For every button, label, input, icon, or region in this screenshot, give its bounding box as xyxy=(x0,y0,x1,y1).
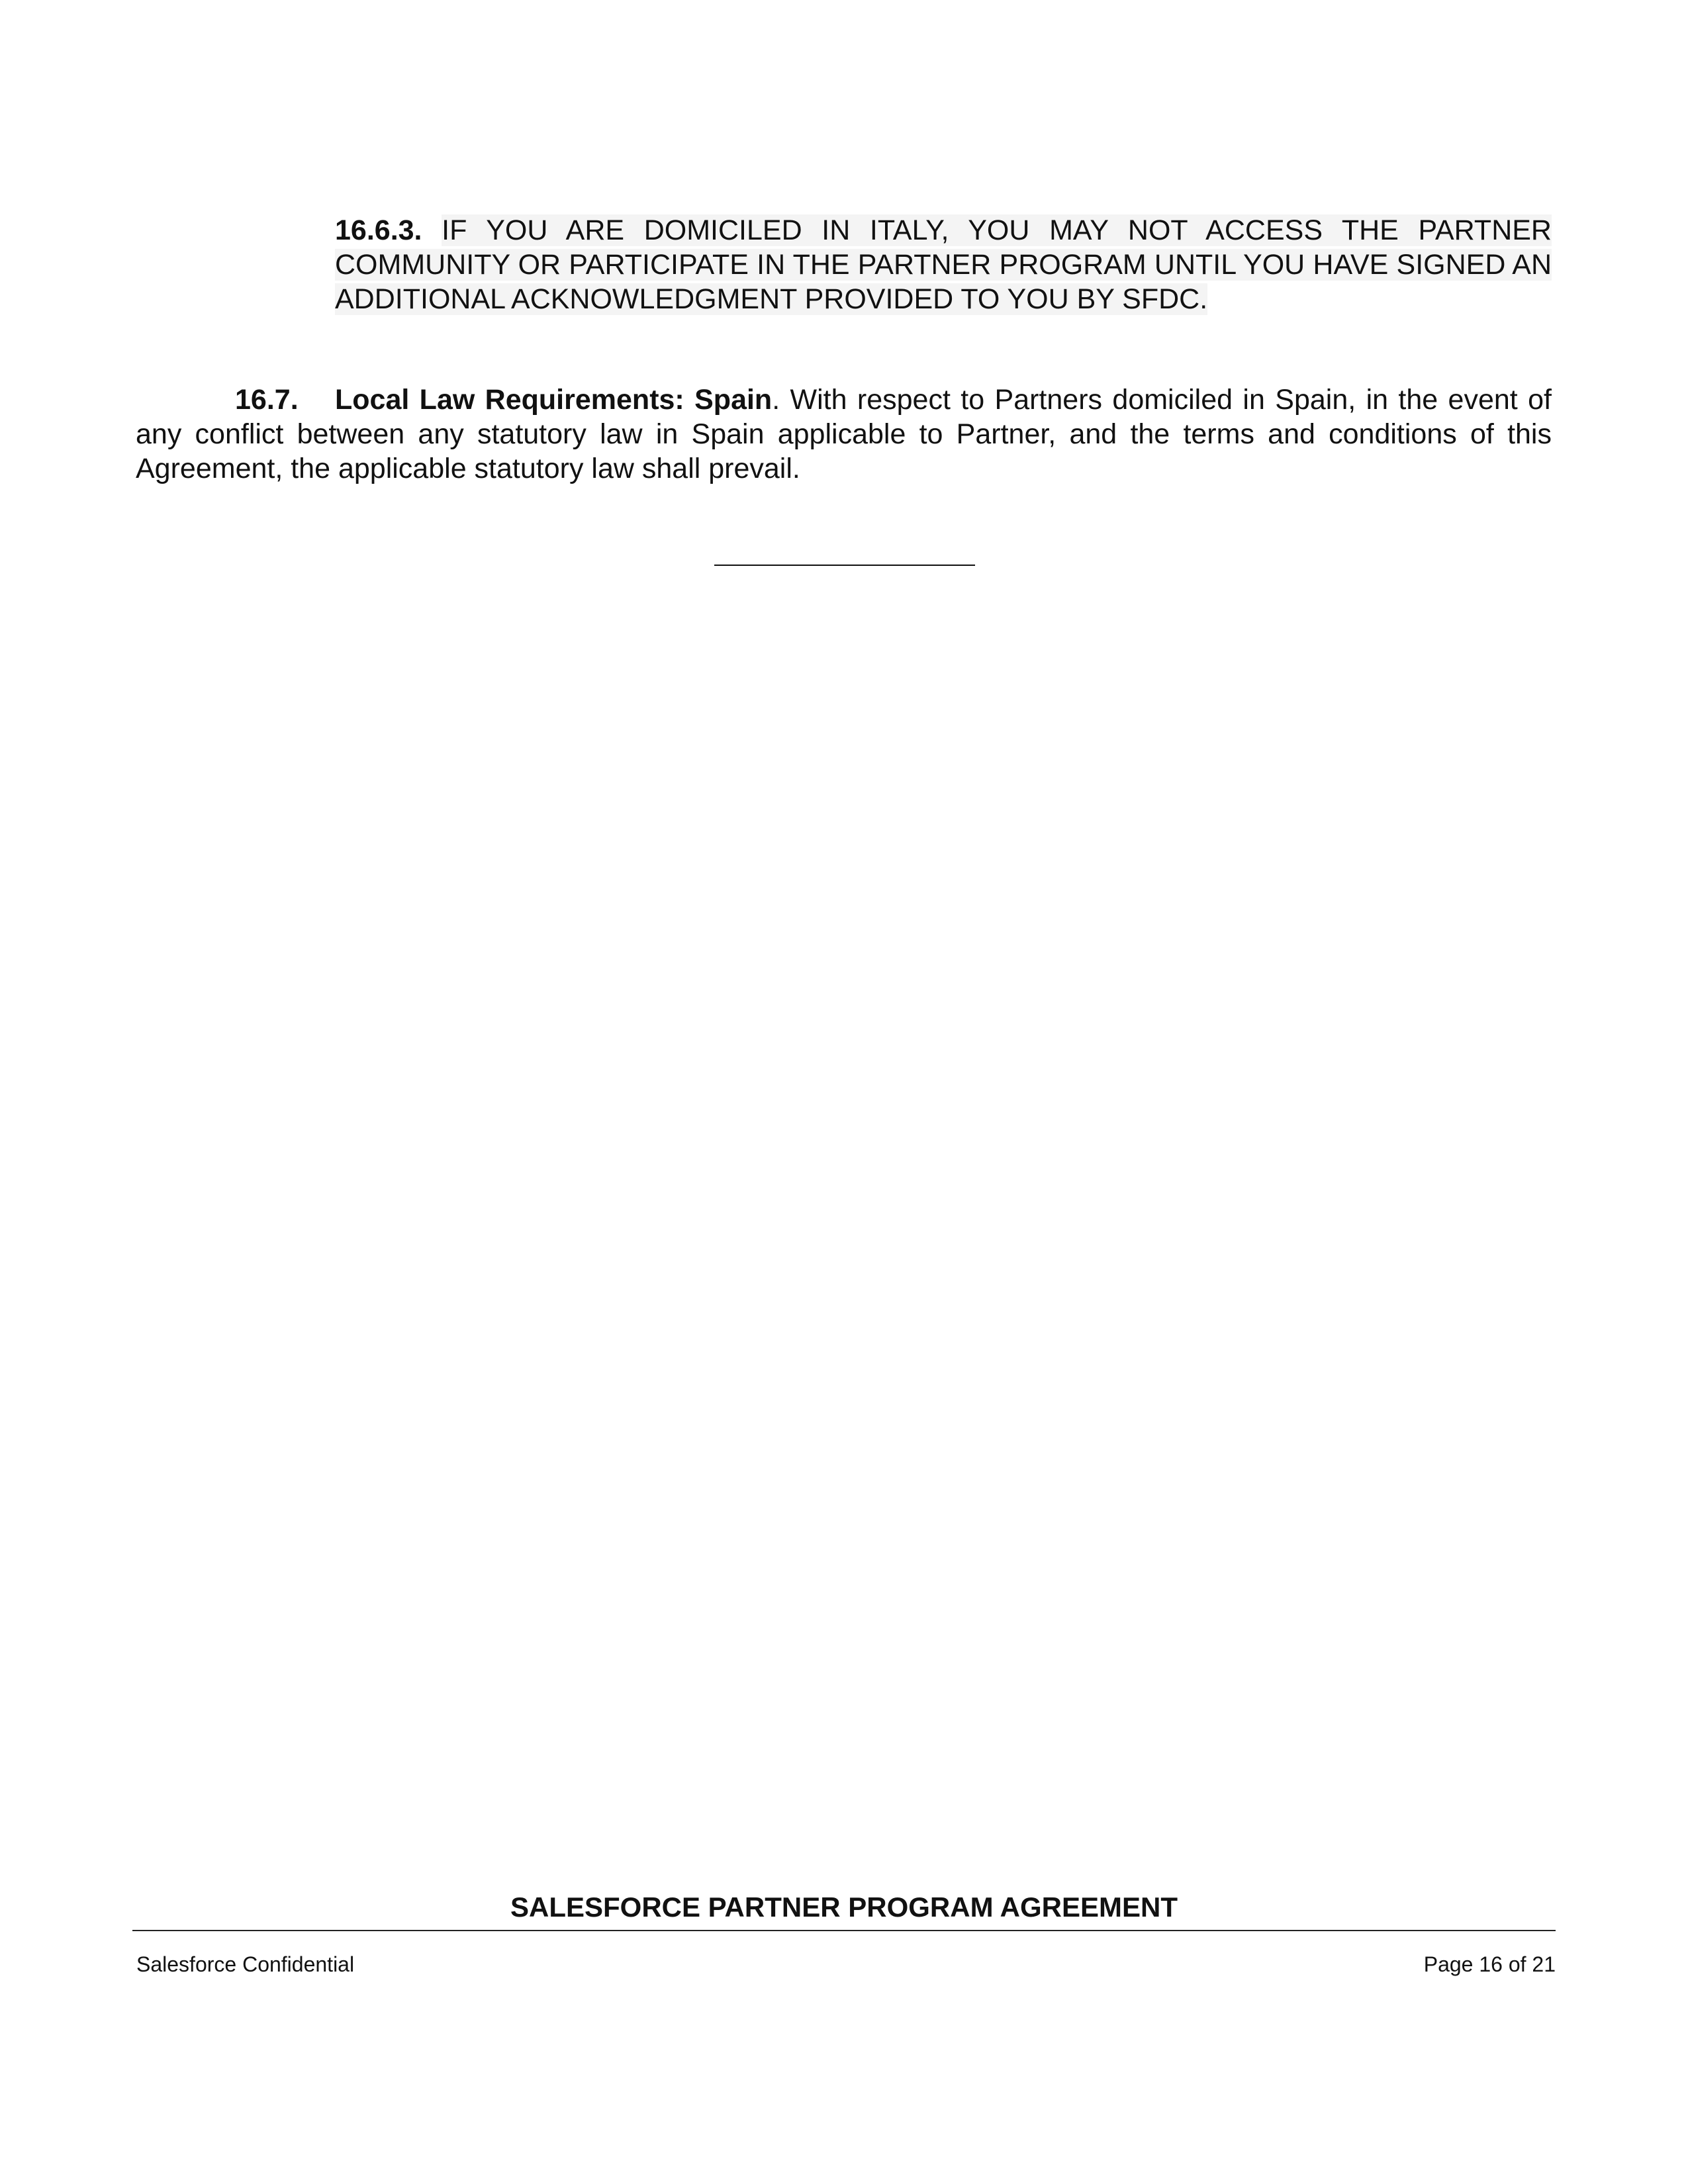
section-text: IF YOU ARE DOMICILED IN ITALY, YOU MAY NOT ACCESS THE PARTNER COMMUNITY OR PARTICIPATE IN THE PARTNER PROGRAM UNTIL YOU HAVE SIGNED AN ADDITIONAL ACKNOWLEDGMENT PROVIDED TO YOU BY SFDC. xyxy=(335,214,1552,315)
section-16-6-3 xyxy=(335,213,1552,316)
end-of-text-rule xyxy=(714,565,975,566)
footer-divider xyxy=(132,1930,1556,1931)
footer-title: SALESFORCE PARTNER PROGRAM AGREEMENT xyxy=(510,1891,1178,1923)
section-number: 16.7. xyxy=(235,384,299,416)
section-number: 16.6.3. xyxy=(335,214,422,246)
footer-page-number: Page 16 of 21 xyxy=(1423,1952,1556,1976)
section-16-7 xyxy=(136,383,1552,486)
section-heading: Local Law Requirements: Spain xyxy=(335,384,773,416)
footer-confidential-label: Salesforce Confidential xyxy=(136,1952,355,1976)
section-text: . With respect to Partners domiciled in Spain, in the event of any conflict between any statutory law in Spain applicable to Partner, and the terms and conditions of this Agreement, the applicable statutory law shall prevail. xyxy=(136,384,1552,484)
